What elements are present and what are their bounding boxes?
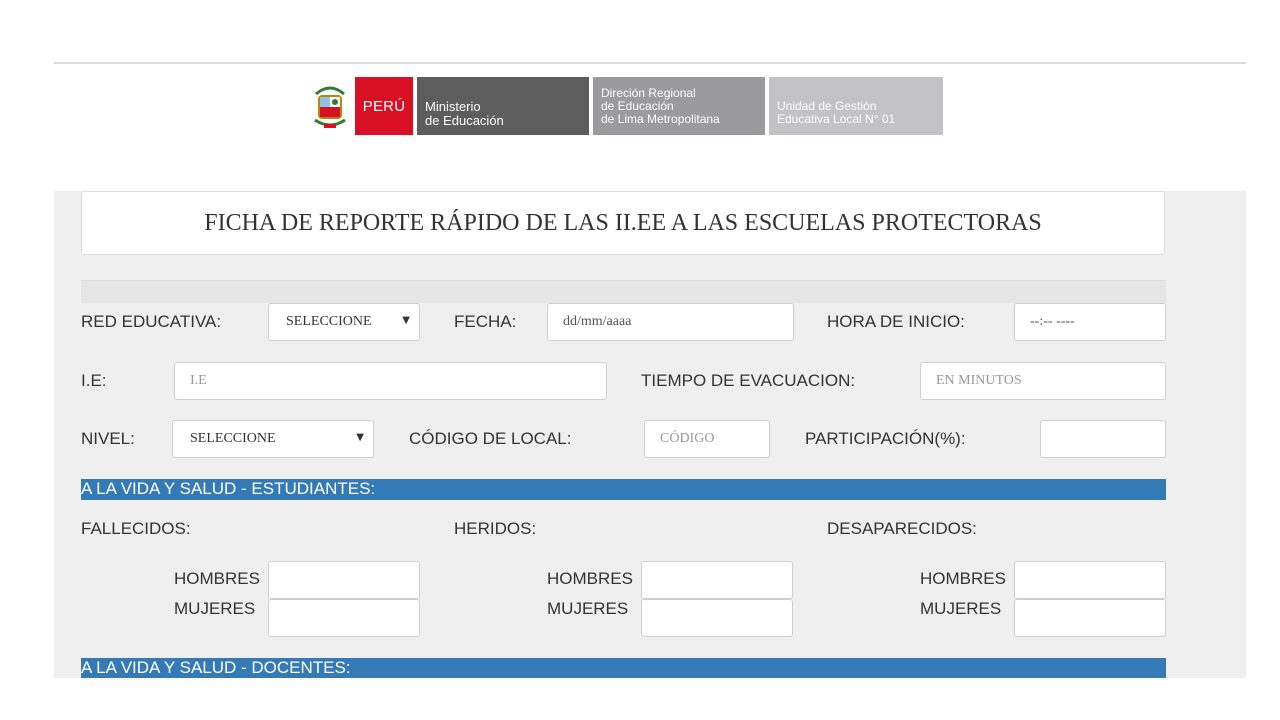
heridos-mujeres-label: MUJERES [547,599,629,618]
top-divider [54,62,1246,64]
chevron-down-icon: ▼ [402,315,410,326]
fecha-label: FECHA: [454,312,517,331]
form-title: FICHA DE REPORTE RÁPIDO DE LAS II.EE A LAS ESCUELAS PROTECTORAS [81,191,1165,255]
hora-inicio-input[interactable] [1014,303,1166,341]
fallecidos-hombres-input[interactable] [268,561,420,599]
nivel-label: NIVEL: [81,429,135,448]
fecha-input[interactable] [547,303,794,341]
section-header-docentes: A LA VIDA Y SALUD - DOCENTES: [81,658,1166,678]
fallecidos-hombres-label: HOMBRES [174,569,260,588]
ministry-banner [305,77,943,135]
codigo-local-placeholder: CÓDIGO [660,431,715,446]
fallecidos-mujeres-input[interactable] [268,599,420,637]
dre-line-2: de Educación [601,99,674,113]
dre-label [593,77,765,135]
minedu-label [417,77,589,135]
codigo-local-label: CÓDIGO DE LOCAL: [409,429,572,448]
desaparecidos-mujeres-input[interactable] [1014,599,1166,637]
hora-inicio-label: HORA DE INICIO: [827,312,965,331]
desaparecidos-label: DESAPARECIDOS: [827,519,977,538]
section-header-estudiantes: A LA VIDA Y SALUD - ESTUDIANTES: [81,479,1166,500]
minedu-line-2: de Educación [425,113,504,128]
heridos-mujeres-input[interactable] [641,599,793,637]
ugel-line-2: Educativa Local N° 01 [777,112,896,126]
ugel-line-1: Unidad de Gestión [777,99,877,113]
desaparecidos-hombres-label: HOMBRES [920,569,1006,588]
fallecidos-mujeres-label: MUJERES [174,599,256,618]
dre-line-1: Direción Regional [601,86,696,100]
chevron-down-icon: ▼ [356,432,364,443]
codigo-local-input[interactable] [644,420,770,458]
red-educativa-value: SELECCIONE [286,314,372,329]
hora-inicio-placeholder: --:-- ---- [1030,314,1075,329]
ugel-label [769,77,943,135]
fallecidos-label: FALLECIDOS: [81,519,191,538]
heridos-hombres-label: HOMBRES [547,569,633,588]
heridos-label: HERIDOS: [454,519,537,538]
participacion-label: PARTICIPACIÓN(%): [805,429,966,448]
fecha-placeholder: dd/mm/aaaa [563,314,632,329]
nivel-select[interactable] [172,420,374,458]
tiempo-evacuacion-input[interactable] [920,362,1166,400]
ie-input[interactable] [174,362,607,400]
heridos-hombres-input[interactable] [641,561,793,599]
ie-label: I.E: [81,371,107,390]
red-educativa-label: RED EDUCATIVA: [81,312,222,331]
tiempo-evacuacion-placeholder: EN MINUTOS [936,373,1022,388]
peru-label: PERÚ [355,77,413,135]
minedu-line-1: Ministerio [425,99,481,114]
tiempo-evacuacion-label: TIEMPO DE EVACUACION: [641,371,856,390]
desaparecidos-hombres-input[interactable] [1014,561,1166,599]
coat-of-arms-icon [305,77,355,135]
dre-line-3: de Lima Metropolitana [601,112,720,126]
participacion-input[interactable] [1040,420,1166,458]
nivel-value: SELECCIONE [190,431,276,446]
separator-bar [81,280,1166,303]
ie-placeholder: I.E [190,373,207,388]
red-educativa-select[interactable] [268,303,420,341]
desaparecidos-mujeres-label: MUJERES [920,599,1002,618]
